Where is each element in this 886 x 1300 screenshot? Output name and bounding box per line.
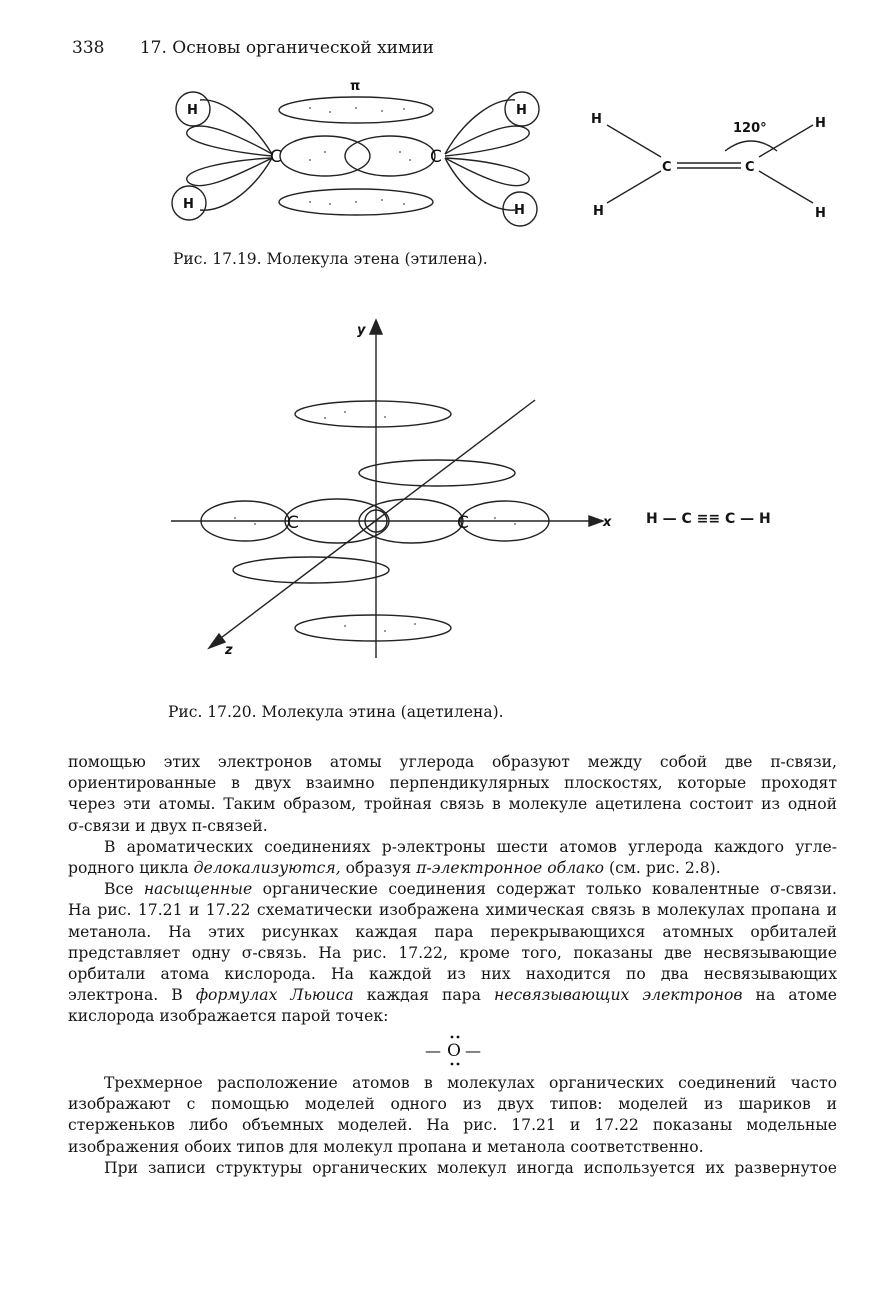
svg-text:—: —: [465, 1041, 481, 1060]
text-line: изображают с помощью моделей одного из двух типов: моделей из шариков и: [68, 1095, 837, 1114]
lobe-right-upper: [445, 126, 529, 156]
lobe-left-lower: [187, 158, 272, 186]
paragraph-3d-models: [68, 1073, 837, 1158]
h-top-right: H: [815, 116, 826, 131]
angle-label: 120°: [733, 121, 767, 136]
y-axis-label: y: [357, 323, 366, 338]
h-label-top-right: H: [516, 103, 527, 118]
text-line: через эти атомы. Таким образом, тройная связь в молекуле ацетилена состоит из одной: [68, 795, 837, 814]
term-lewis-formulas: формулах Льюиса: [195, 986, 354, 1005]
lobe-right-lower: [445, 158, 529, 186]
svg-text:—: —: [425, 1041, 441, 1060]
figure-20-caption: Рис. 17.20. Молекула этина (ацетилена).: [168, 703, 504, 721]
text-line: метанола. На этих рисунках каждая пара перекрывающихся атомных орбиталей: [68, 922, 837, 941]
angle-arc: [725, 141, 777, 151]
cc-sigma-right: [345, 136, 435, 176]
term-lone-pair: несвязывающих электронов: [493, 986, 743, 1005]
carbon-left-label: C: [287, 513, 299, 533]
svg-text:O: O: [447, 1041, 461, 1061]
figure-19-caption: Рис. 17.19. Молекула этена (этилена).: [173, 250, 488, 268]
ethyne-structural-formula: H — C ≡≡ C — H: [646, 511, 771, 527]
paragraph-aromatic: [68, 837, 837, 879]
ethene-orbital-diagram: [160, 78, 560, 238]
text-line: орбитали атома кислорода. На каждой из них находится по два несвязывающих: [68, 965, 837, 984]
text-line: электрона. В формулах Льюиса каждая пара несвязывающих электронов на атоме: [68, 986, 837, 1005]
text-line: На рис. 17.21 и 17.22 схематически изображена химическая связь в молекулах пропана и: [68, 901, 837, 920]
h-top-left: H: [591, 112, 602, 127]
ethyne-orbital-diagram: [165, 318, 615, 663]
pi-lobe-top: [279, 97, 433, 123]
carbon-left: C: [662, 160, 672, 175]
lobe-left-upper: [187, 126, 272, 156]
carbon-right-label: C: [430, 147, 442, 167]
text-line: При записи структуры органических молекул иногда используется их развернутое: [104, 1158, 837, 1177]
text-line: стерженьков либо объемных моделей. На рис. 17.21 и 17.22 показаны модельные: [68, 1116, 837, 1135]
text-line: помощью этих электронов атомы углерода образуют между собой две π-связи,: [68, 753, 837, 771]
paragraph-pi-bonds: [68, 752, 837, 837]
text-line: Трехмерное расположение атомов в молекулах органических соединений часто: [104, 1074, 837, 1092]
text-line: В ароматических соединениях р-электроны шести атомов углерода каждого угле-: [104, 837, 837, 856]
term-saturated: насыщенные: [143, 880, 253, 899]
h-label-bottom-left: H: [183, 197, 194, 212]
h-label-bottom-right: H: [514, 203, 525, 218]
page-header: [72, 38, 434, 58]
text-line: Все насыщенные органические соединения содержат только ковалентные σ-связи.: [104, 880, 837, 899]
paragraph-expanded-structure: [68, 1158, 837, 1179]
z-axis: [213, 400, 535, 644]
text-line: изображения обоих типов для молекул пропана и метанола соответственно.: [68, 1137, 704, 1156]
carbon-left-label: C: [270, 147, 282, 167]
text-line: σ-связи и двух π-связей.: [68, 816, 268, 835]
h-bottom-left: H: [593, 204, 604, 219]
term-delocalized: делокализуются,: [193, 859, 341, 878]
x-axis-label: x: [603, 515, 612, 530]
body-text-upper: [68, 752, 837, 1028]
text-line: кислорода изображается парой точек:: [68, 1007, 389, 1026]
paragraph-saturated: [68, 879, 837, 1027]
text-line: ориентированные в двух взаимно перпендикулярных плоскостях, которые проходят: [68, 774, 837, 793]
h-bottom-right: H: [815, 206, 826, 221]
carbon-right-label: C: [457, 513, 469, 533]
ethene-structural-formula: [585, 105, 845, 225]
text-line: родного цикла делокализуются, образуя π-электронное облако (см. рис. 2.8).: [68, 859, 721, 878]
chapter-title: 17. Основы органической химии: [139, 38, 434, 58]
page-number: 338: [72, 38, 105, 58]
pi-label: π: [350, 79, 361, 94]
lewis-oxygen-formula: [425, 1033, 485, 1069]
h-label-top-left: H: [187, 103, 198, 118]
body-text-lower: [68, 1073, 837, 1179]
text-line: представляет одну σ-связь. На рис. 17.22, кроме того, показаны две несвязывающие: [68, 943, 837, 962]
z-axis-label: z: [225, 643, 233, 658]
term-pi-cloud: π-электронное облако: [416, 859, 605, 878]
carbon-right: C: [745, 160, 755, 175]
